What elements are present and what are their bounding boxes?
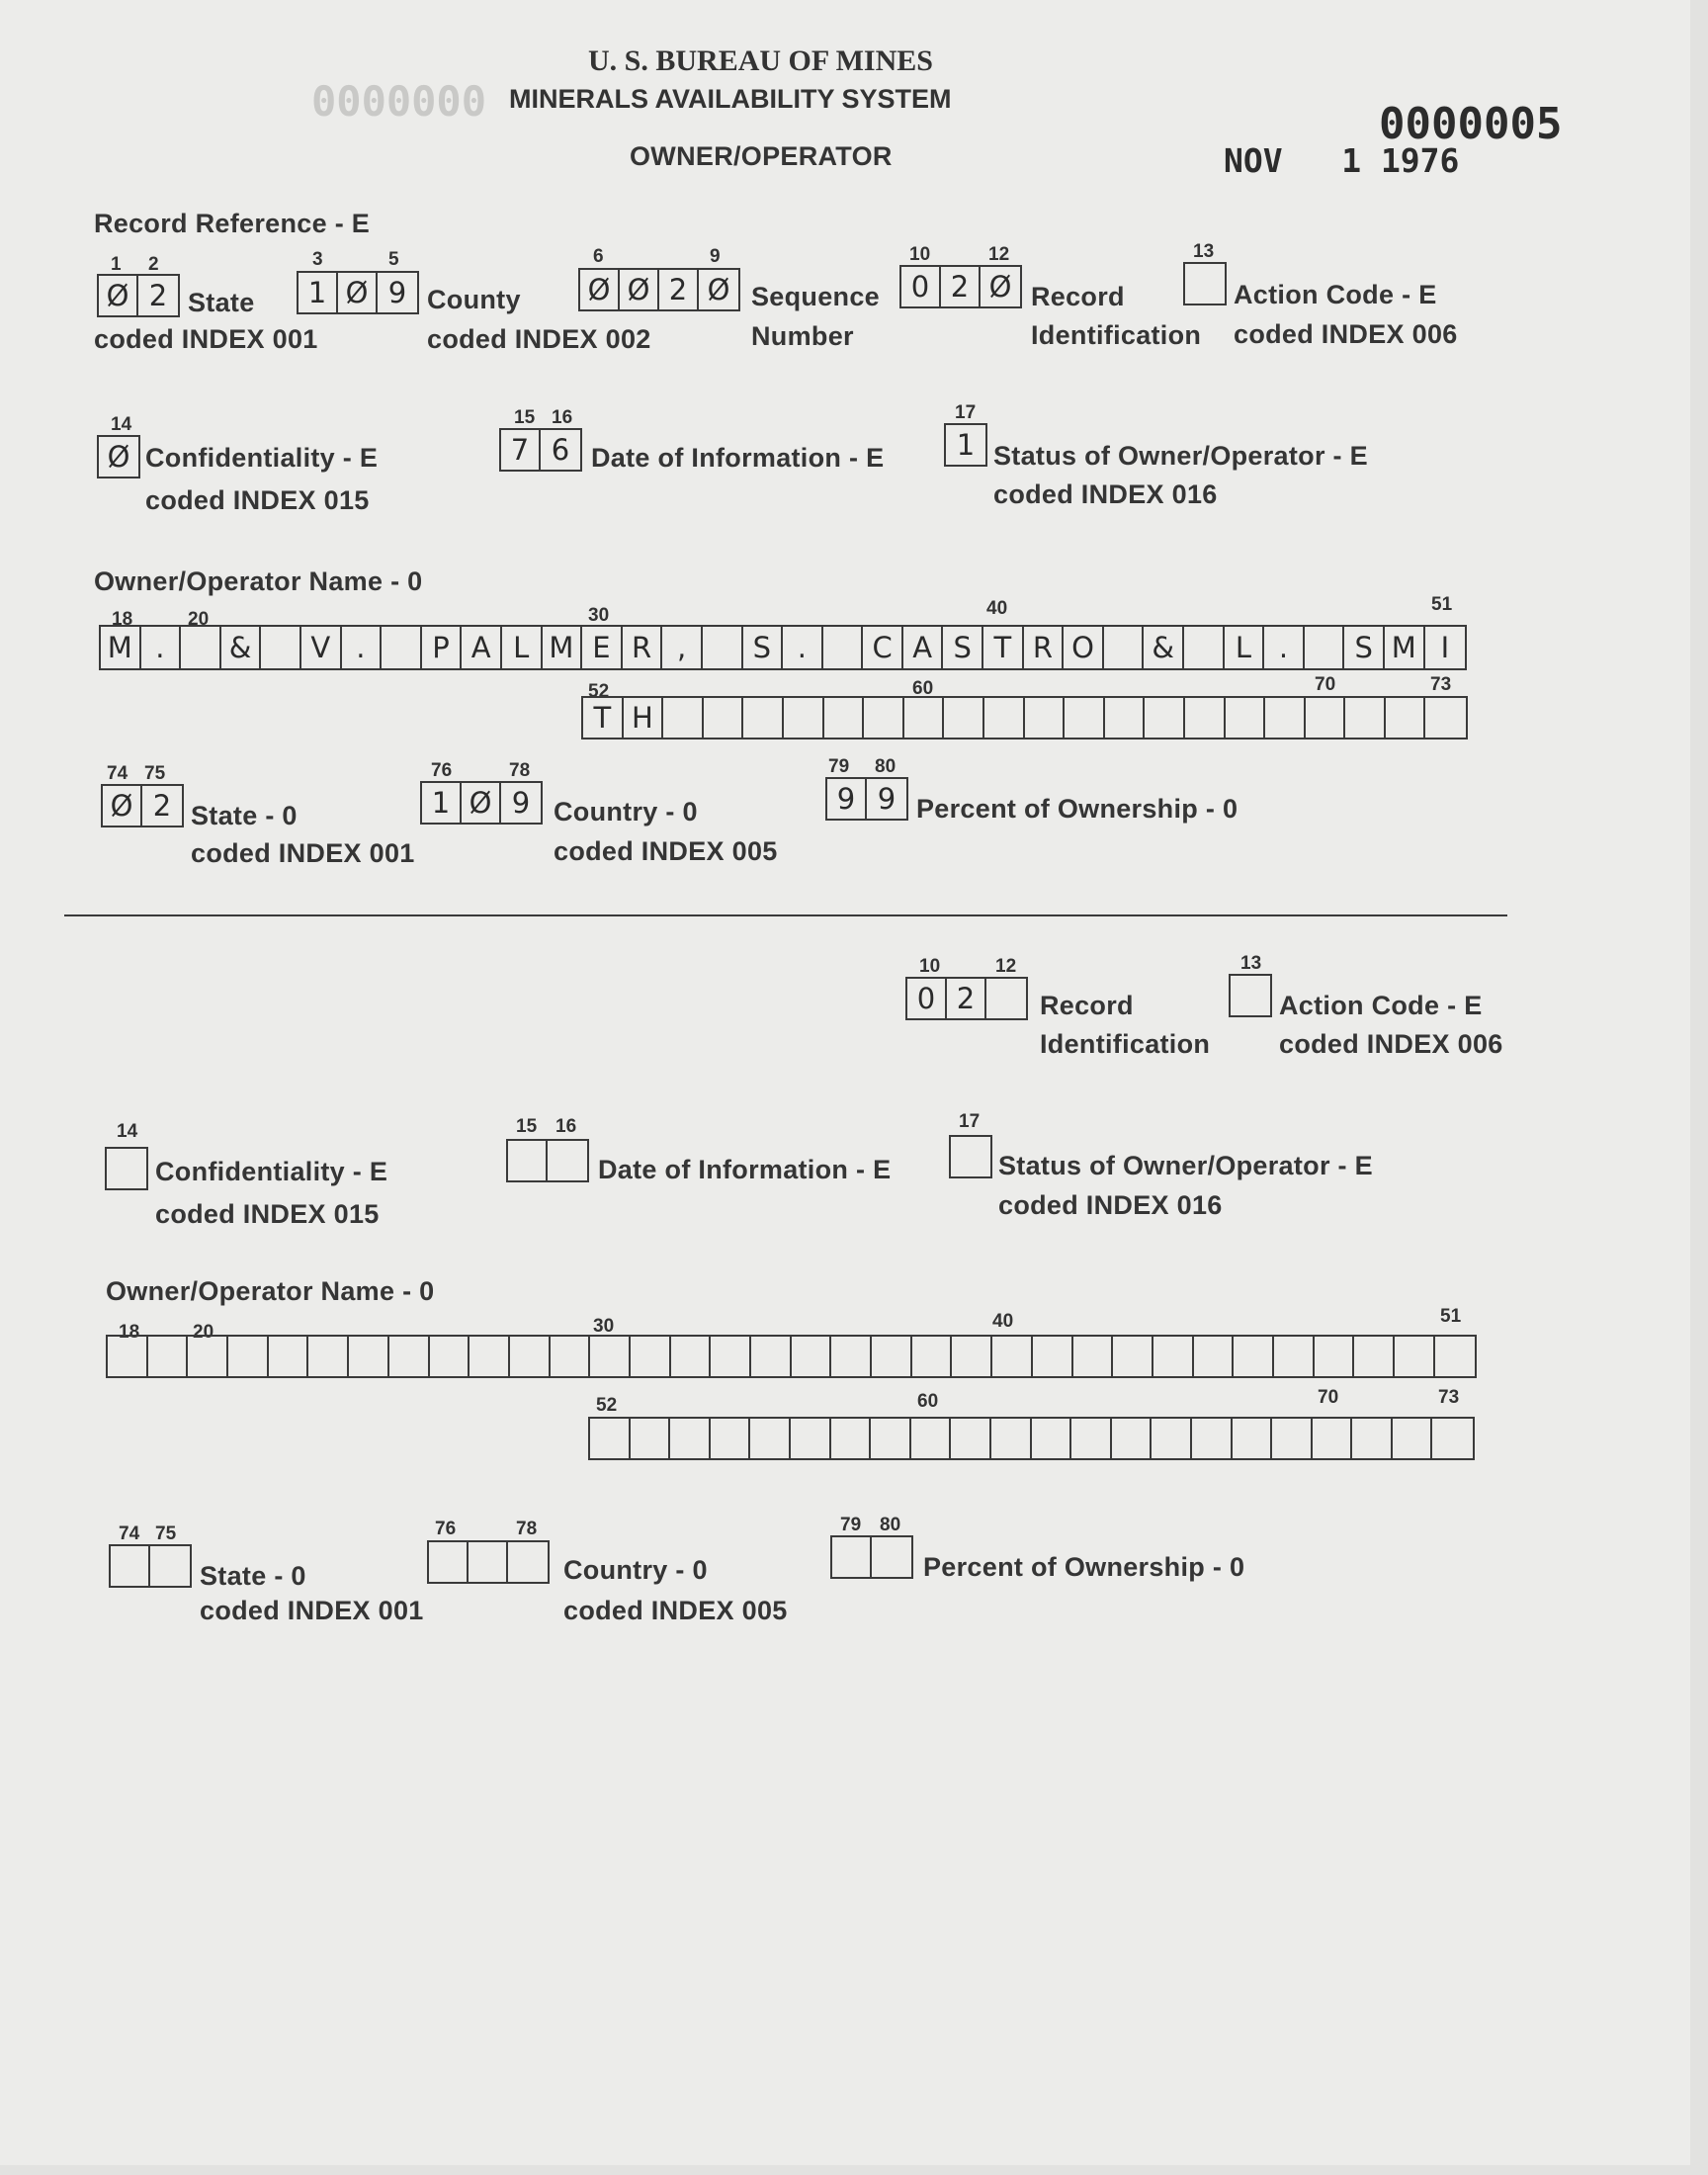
entry-cell[interactable] <box>951 1137 990 1176</box>
entry-cell[interactable]: 2 <box>152 789 172 823</box>
col-number: 40 <box>986 598 1008 619</box>
entry-cell[interactable]: . <box>141 627 182 668</box>
entry-cell[interactable]: M <box>1385 627 1425 668</box>
entry-cell[interactable] <box>469 1542 508 1582</box>
faint-stamp-number: 0000000 <box>311 77 487 126</box>
confidentiality-index-label: coded INDEX 015 <box>145 485 370 515</box>
record-identification-boxes-2[interactable] <box>905 977 1028 1020</box>
entry-cell[interactable] <box>1071 1419 1112 1458</box>
entry-cell[interactable] <box>1192 1419 1233 1458</box>
confidentiality-index-label: coded INDEX 015 <box>155 1199 380 1229</box>
entry-cell[interactable]: R <box>1024 627 1065 668</box>
entry-cell[interactable]: Ø <box>620 270 659 309</box>
section-divider <box>64 914 1507 916</box>
col-number: 13 <box>1193 241 1215 262</box>
country-label: Country - 0 <box>554 797 698 826</box>
state-code-boxes[interactable] <box>97 274 180 317</box>
entry-cell[interactable] <box>1153 1337 1194 1376</box>
entry-cell[interactable] <box>228 1337 269 1376</box>
sequence-label: Sequence <box>751 282 880 311</box>
col-number: 9 <box>710 246 721 267</box>
entry-cell[interactable]: . <box>1264 627 1305 668</box>
country-label: Country - 0 <box>563 1555 708 1585</box>
entry-cell[interactable] <box>1113 1337 1153 1376</box>
entry-cell[interactable] <box>631 1419 671 1458</box>
entry-cell[interactable]: & <box>1144 627 1184 668</box>
percent-ownership-label: Percent of Ownership - 0 <box>916 794 1238 824</box>
identification-label: Identification <box>1031 320 1202 350</box>
entry-cell[interactable]: 2 <box>941 267 981 306</box>
entry-cell[interactable]: O <box>1064 627 1104 668</box>
county-index-label: coded INDEX 002 <box>427 324 651 354</box>
entry-cell[interactable]: 0 <box>901 267 941 306</box>
entry-cell[interactable]: M <box>543 627 583 668</box>
county-code-boxes[interactable] <box>297 271 419 314</box>
entry-cell[interactable] <box>1386 698 1426 738</box>
col-number: 51 <box>1440 1306 1462 1327</box>
status-box-2[interactable] <box>949 1135 992 1178</box>
action-code-index-label: coded INDEX 006 <box>1279 1029 1503 1059</box>
percent-ownership-boxes-2[interactable] <box>830 1535 913 1579</box>
action-code-index-label: coded INDEX 006 <box>1234 319 1458 349</box>
entry-cell[interactable]: 0 <box>907 979 947 1018</box>
entry-cell[interactable] <box>1234 1337 1274 1376</box>
entry-cell[interactable]: I <box>1440 631 1450 664</box>
country-index-label: coded INDEX 005 <box>554 836 778 866</box>
owner-state-label: State - 0 <box>200 1561 306 1591</box>
entry-cell[interactable] <box>1033 1337 1073 1376</box>
entry-cell[interactable] <box>663 698 704 738</box>
agency-title: U. S. BUREAU OF MINES <box>588 44 933 77</box>
county-label: County <box>427 285 521 314</box>
entry-cell[interactable] <box>670 1419 711 1458</box>
col-number: 30 <box>593 1316 615 1337</box>
col-number: 60 <box>917 1391 939 1412</box>
entry-cell[interactable]: M <box>101 627 141 668</box>
entry-cell[interactable] <box>470 1337 510 1376</box>
col-number: 12 <box>988 244 1010 265</box>
action-code-label: Action Code - E <box>1279 991 1483 1020</box>
entry-cell[interactable] <box>382 627 422 668</box>
entry-cell[interactable]: T <box>983 627 1024 668</box>
entry-cell[interactable]: S <box>1344 627 1385 668</box>
entry-cell[interactable] <box>548 1141 587 1180</box>
entry-cell[interactable] <box>1025 698 1066 738</box>
col-number: 14 <box>117 1121 138 1142</box>
date-of-information-label: Date of Information - E <box>591 443 885 473</box>
entry-cell[interactable]: 1 <box>422 783 462 823</box>
col-number: 74 <box>119 1523 140 1544</box>
status-index-label: coded INDEX 016 <box>993 479 1218 509</box>
entry-cell[interactable] <box>631 1337 671 1376</box>
entry-cell[interactable]: C <box>863 627 903 668</box>
col-number: 78 <box>509 760 531 781</box>
entry-cell[interactable] <box>1185 264 1225 304</box>
col-number: 16 <box>555 1116 577 1137</box>
entry-cell[interactable] <box>986 979 1026 1018</box>
entry-cell[interactable]: H <box>624 698 664 738</box>
action-code-box-2[interactable] <box>1229 974 1272 1017</box>
entry-cell[interactable] <box>269 1337 309 1376</box>
entry-cell[interactable] <box>1105 698 1146 738</box>
entry-cell[interactable] <box>1425 698 1466 738</box>
date-of-information-boxes[interactable] <box>499 428 582 472</box>
col-number: 10 <box>909 244 931 265</box>
country-boxes-2[interactable] <box>427 1540 550 1584</box>
entry-cell[interactable]: 2 <box>148 279 168 312</box>
entry-cell[interactable] <box>671 1337 712 1376</box>
col-number: 5 <box>388 249 399 270</box>
page-number-stamp: 0000005 <box>1379 99 1563 149</box>
entry-cell[interactable] <box>508 1141 548 1180</box>
col-number: 80 <box>875 756 897 777</box>
entry-cell[interactable] <box>1306 698 1346 738</box>
col-number: 80 <box>880 1515 901 1535</box>
entry-cell[interactable] <box>111 1546 150 1586</box>
entry-cell[interactable]: Ø <box>338 273 378 312</box>
col-number: 16 <box>552 407 573 428</box>
entry-cell[interactable] <box>792 1337 832 1376</box>
entry-cell[interactable] <box>784 698 824 738</box>
entry-cell[interactable] <box>148 1337 189 1376</box>
entry-cell[interactable]: & <box>221 627 262 668</box>
entry-cell[interactable]: A <box>903 627 944 668</box>
entry-cell[interactable]: . <box>342 627 383 668</box>
country-index-label: coded INDEX 005 <box>563 1596 788 1625</box>
entry-cell[interactable] <box>150 1546 190 1586</box>
entry-cell[interactable] <box>1185 698 1226 738</box>
entry-cell[interactable]: 6 <box>551 433 570 467</box>
entry-cell[interactable] <box>590 1337 631 1376</box>
entry-cell[interactable] <box>703 627 743 668</box>
entry-cell[interactable] <box>944 698 984 738</box>
entry-cell[interactable]: A <box>462 627 502 668</box>
entry-cell[interactable] <box>750 1419 791 1458</box>
entry-cell[interactable] <box>181 627 221 668</box>
entry-cell[interactable] <box>1305 627 1345 668</box>
col-number: 18 <box>119 1322 140 1343</box>
entry-cell[interactable] <box>1152 1419 1192 1458</box>
entry-cell[interactable] <box>1194 1337 1235 1376</box>
col-number: 30 <box>588 605 610 626</box>
status-index-label: coded INDEX 016 <box>998 1190 1223 1220</box>
date-of-information-boxes-2[interactable] <box>506 1139 589 1182</box>
col-number: 10 <box>919 956 941 977</box>
state-index-label: coded INDEX 001 <box>94 324 318 354</box>
entry-cell[interactable] <box>751 1337 792 1376</box>
col-number: 18 <box>112 609 133 630</box>
entry-cell[interactable]: Ø <box>99 276 138 315</box>
col-number: 78 <box>516 1519 538 1539</box>
entry-cell[interactable] <box>1393 1419 1433 1458</box>
entry-cell[interactable]: S <box>943 627 983 668</box>
col-number: 20 <box>193 1322 214 1343</box>
entry-cell[interactable]: R <box>623 627 663 668</box>
owner-state-label: State - 0 <box>191 801 298 830</box>
entry-cell[interactable] <box>349 1337 389 1376</box>
entry-cell[interactable] <box>711 1419 751 1458</box>
entry-cell[interactable]: Ø <box>103 786 142 826</box>
entry-cell[interactable] <box>430 1337 470 1376</box>
entry-cell[interactable] <box>1231 976 1270 1015</box>
entry-cell[interactable] <box>831 1419 872 1458</box>
percent-ownership-boxes[interactable] <box>825 777 908 821</box>
entry-cell[interactable]: L <box>502 627 543 668</box>
entry-cell[interactable] <box>1145 698 1185 738</box>
col-number: 2 <box>148 254 159 275</box>
date-stamp: NOV 1 1976 <box>1224 141 1460 180</box>
identification-label: Identification <box>1040 1029 1211 1059</box>
owner-operator-name-label: Owner/Operator Name - 0 <box>94 566 423 596</box>
system-title: MINERALS AVAILABILITY SYSTEM <box>509 84 952 114</box>
col-number: 60 <box>912 678 934 699</box>
entry-cell[interactable]: 1 <box>299 273 338 312</box>
entry-cell[interactable] <box>711 1337 751 1376</box>
col-number: 73 <box>1430 674 1452 695</box>
col-number: 17 <box>959 1111 981 1132</box>
country-boxes[interactable] <box>420 781 543 825</box>
entry-cell[interactable] <box>951 1419 991 1458</box>
entry-cell[interactable] <box>1345 698 1386 738</box>
record-label: Record <box>1040 991 1134 1020</box>
col-number: 12 <box>995 956 1017 977</box>
entry-cell[interactable]: V <box>301 627 342 668</box>
action-code-label: Action Code - E <box>1234 280 1437 309</box>
col-number: 15 <box>514 407 536 428</box>
entry-cell[interactable]: 9 <box>827 779 867 819</box>
entry-cell[interactable] <box>743 698 784 738</box>
owner-operator-name-label: Owner/Operator Name - 0 <box>106 1276 435 1306</box>
entry-cell[interactable]: Ø <box>462 783 501 823</box>
col-number: 79 <box>840 1515 862 1535</box>
entry-cell[interactable] <box>1352 1419 1393 1458</box>
col-number: 70 <box>1315 674 1336 695</box>
entry-cell[interactable]: P <box>422 627 463 668</box>
entry-cell[interactable] <box>1032 1419 1072 1458</box>
col-number: 75 <box>155 1523 177 1544</box>
entry-cell[interactable]: 1 <box>956 428 976 462</box>
owner-state-index-label: coded INDEX 001 <box>200 1596 424 1625</box>
entry-cell[interactable] <box>864 698 904 738</box>
entry-cell[interactable] <box>904 698 945 738</box>
entry-cell[interactable] <box>1313 1419 1353 1458</box>
owner-name-boxes-row1-2[interactable] <box>106 1335 1477 1378</box>
sequence-number-label: Number <box>751 321 854 351</box>
record-label: Record <box>1031 282 1125 311</box>
col-number: 6 <box>593 246 604 267</box>
entry-cell[interactable] <box>871 1419 911 1458</box>
entry-cell[interactable] <box>1226 698 1266 738</box>
status-label: Status of Owner/Operator - E <box>993 441 1368 471</box>
col-number: 75 <box>144 763 166 784</box>
entry-cell[interactable] <box>1073 1337 1114 1376</box>
confidentiality-box-2[interactable] <box>105 1147 148 1190</box>
entry-cell[interactable]: 9 <box>511 786 531 820</box>
entry-cell[interactable] <box>1104 627 1145 668</box>
entry-cell[interactable]: T <box>583 698 624 738</box>
entry-cell[interactable] <box>872 1537 911 1577</box>
entry-cell[interactable] <box>1233 1419 1273 1458</box>
state-label: State <box>188 288 255 317</box>
entry-cell[interactable] <box>1265 698 1306 738</box>
entry-cell[interactable] <box>984 698 1025 738</box>
confidentiality-label: Confidentiality - E <box>145 443 379 473</box>
entry-cell[interactable] <box>1354 1337 1395 1376</box>
form-title: OWNER/OPERATOR <box>630 141 893 171</box>
entry-cell[interactable] <box>308 1337 349 1376</box>
entry-cell[interactable] <box>952 1337 992 1376</box>
col-number: 13 <box>1240 953 1262 974</box>
entry-cell[interactable] <box>1065 698 1105 738</box>
confidentiality-label: Confidentiality - E <box>155 1157 388 1186</box>
entry-cell[interactable] <box>590 1419 631 1458</box>
col-number: 40 <box>992 1311 1014 1332</box>
owner-name-boxes-row1[interactable] <box>99 625 1467 670</box>
entry-cell[interactable] <box>1184 627 1225 668</box>
col-number: 20 <box>188 609 210 630</box>
col-number: 3 <box>312 249 323 270</box>
entry-cell[interactable] <box>188 1337 228 1376</box>
record-reference-label: Record Reference - E <box>94 209 371 238</box>
col-number: 76 <box>431 760 453 781</box>
entry-cell[interactable] <box>261 627 301 668</box>
owner-state-boxes[interactable] <box>101 784 184 827</box>
entry-cell[interactable] <box>508 1542 548 1582</box>
entry-cell[interactable] <box>1395 1337 1435 1376</box>
entry-cell[interactable] <box>831 1337 872 1376</box>
percent-ownership-label: Percent of Ownership - 0 <box>923 1552 1245 1582</box>
entry-cell[interactable]: 7 <box>501 430 541 470</box>
entry-cell[interactable]: . <box>783 627 823 668</box>
entry-cell[interactable] <box>791 1419 831 1458</box>
entry-cell[interactable] <box>429 1542 469 1582</box>
entry-cell[interactable] <box>991 1419 1032 1458</box>
owner-state-boxes-2[interactable] <box>109 1544 192 1588</box>
col-number: 15 <box>516 1116 538 1137</box>
entry-cell[interactable] <box>389 1337 430 1376</box>
col-number: 74 <box>107 763 128 784</box>
col-number: 52 <box>588 681 610 702</box>
entry-cell[interactable]: Ø <box>580 270 620 309</box>
entry-cell[interactable] <box>551 1337 591 1376</box>
entry-cell[interactable] <box>1274 1337 1315 1376</box>
entry-cell[interactable]: 9 <box>877 782 897 816</box>
entry-cell[interactable]: 2 <box>947 979 986 1018</box>
entry-cell[interactable] <box>107 1149 146 1188</box>
entry-cell[interactable] <box>872 1337 912 1376</box>
entry-cell[interactable]: Ø <box>707 273 730 306</box>
entry-cell[interactable] <box>108 1337 148 1376</box>
col-number: 1 <box>111 254 122 275</box>
entry-cell[interactable] <box>824 698 865 738</box>
entry-cell[interactable] <box>1432 1419 1473 1458</box>
entry-cell[interactable]: Ø <box>988 270 1012 304</box>
col-number: 14 <box>111 414 132 435</box>
action-code-box[interactable] <box>1183 262 1227 305</box>
entry-cell[interactable]: S <box>743 627 784 668</box>
entry-cell[interactable] <box>992 1337 1033 1376</box>
entry-cell[interactable] <box>912 1337 953 1376</box>
sequence-number-boxes[interactable] <box>578 268 740 311</box>
entry-cell[interactable]: 2 <box>659 270 699 309</box>
status-label: Status of Owner/Operator - E <box>998 1151 1373 1180</box>
entry-cell[interactable] <box>823 627 864 668</box>
entry-cell[interactable]: Ø <box>107 440 130 474</box>
entry-cell[interactable]: 9 <box>387 276 407 309</box>
record-identification-boxes[interactable] <box>899 265 1022 308</box>
owner-state-index-label: coded INDEX 001 <box>191 838 415 868</box>
col-number: 52 <box>596 1395 618 1416</box>
entry-cell[interactable] <box>1435 1337 1476 1376</box>
col-number: 17 <box>955 402 977 423</box>
date-of-information-label: Date of Information - E <box>598 1155 892 1184</box>
entry-cell[interactable] <box>832 1537 872 1577</box>
col-number: 51 <box>1431 594 1453 615</box>
confidentiality-box[interactable] <box>97 435 140 478</box>
entry-cell[interactable] <box>1272 1419 1313 1458</box>
status-box[interactable] <box>944 423 987 467</box>
entry-cell[interactable] <box>1315 1337 1355 1376</box>
col-number: 70 <box>1318 1387 1339 1408</box>
entry-cell[interactable]: L <box>1225 627 1265 668</box>
col-number: 76 <box>435 1519 457 1539</box>
entry-cell[interactable]: E <box>582 627 623 668</box>
entry-cell[interactable] <box>911 1419 952 1458</box>
entry-cell[interactable] <box>1112 1419 1153 1458</box>
owner-name-boxes-row2[interactable] <box>581 696 1468 740</box>
entry-cell[interactable]: , <box>662 627 703 668</box>
entry-cell[interactable] <box>510 1337 551 1376</box>
owner-name-boxes-row2-2[interactable] <box>588 1417 1475 1460</box>
col-number: 79 <box>828 756 850 777</box>
entry-cell[interactable] <box>704 698 744 738</box>
col-number: 73 <box>1438 1387 1460 1408</box>
